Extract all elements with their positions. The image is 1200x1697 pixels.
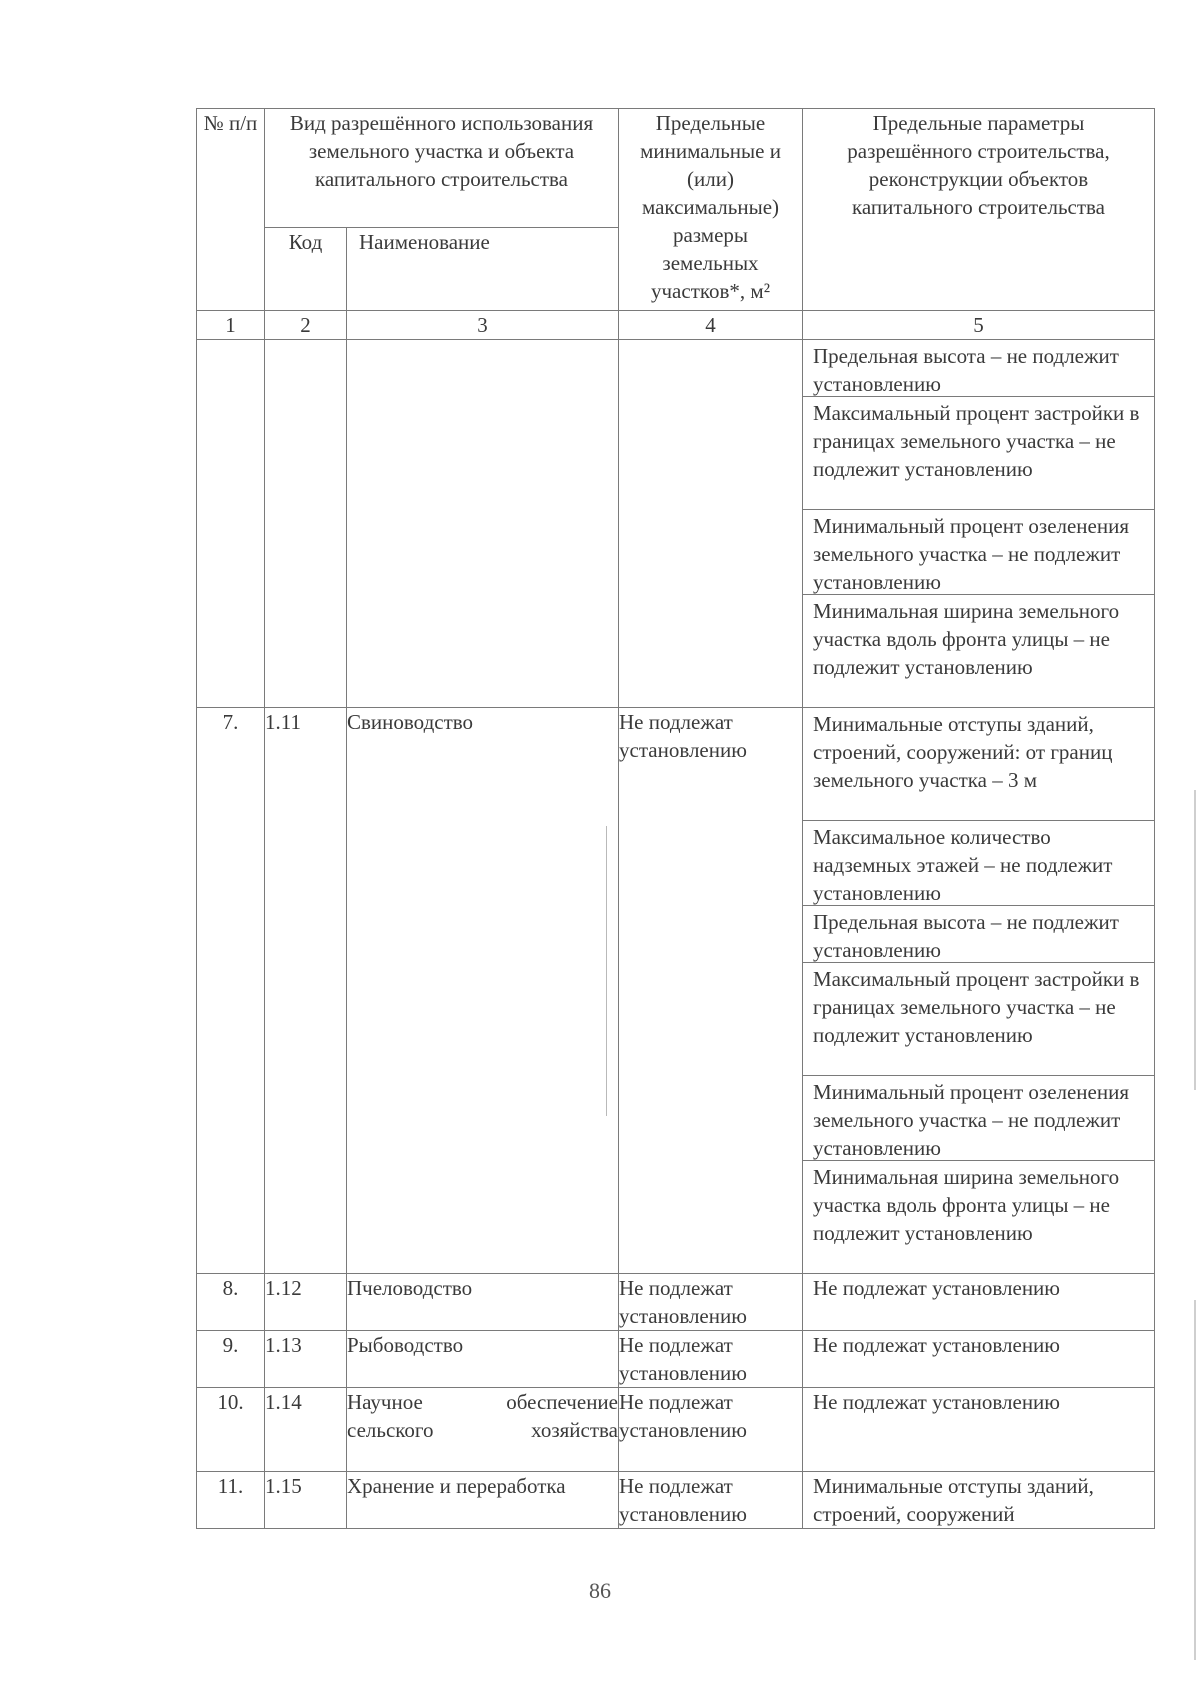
- row-sizes: Не подлежат установлению: [619, 1388, 803, 1472]
- row-num: 8.: [197, 1274, 265, 1331]
- column-number: 3: [347, 311, 619, 340]
- row-num: 11.: [197, 1472, 265, 1529]
- scan-edge-mark: [1194, 1300, 1196, 1660]
- column-number: 5: [803, 311, 1155, 340]
- param-item: Максимальное количество надземных этажей – не подлежит установлению: [803, 821, 1154, 906]
- param-item: Минимальный процент озеленения земельного участка – не подлежит установлению: [803, 1076, 1154, 1161]
- row-sizes: Не подлежат установлению: [619, 1331, 803, 1388]
- header-num: № п/п: [197, 109, 265, 311]
- row-name: Хранение и переработка: [347, 1472, 619, 1529]
- param-item: Минимальная ширина земельного участка вдоль фронта улицы – не подлежит установлению: [813, 599, 1120, 679]
- header-plot-sizes: Предельные минимальные и (или) максимальные) размеры земельных участков*, м²: [619, 109, 803, 311]
- row-num-cell: [197, 340, 265, 708]
- row-sizes: Не подлежат установлению: [619, 708, 803, 1274]
- table-row: [197, 1472, 1155, 1529]
- param-item: Максимальный процент застройки в границах земельного участка – не подлежит установлению: [803, 963, 1154, 1076]
- header-build-params: Предельные параметры разрешённого строительства, реконструкции объектов капитального строительства: [803, 109, 1155, 311]
- column-number: 2: [265, 311, 347, 340]
- row-name: Пчеловодство: [347, 1274, 619, 1331]
- column-number: 1: [197, 311, 265, 340]
- row-params-cell: [803, 340, 1155, 708]
- row-sizes-cell: [619, 340, 803, 708]
- row-code: 1.13: [265, 1331, 347, 1388]
- row-code: 1.12: [265, 1274, 347, 1331]
- param-item: Предельная высота – не подлежит установлению: [803, 906, 1154, 963]
- scan-edge-mark: [1194, 790, 1196, 1090]
- row-code: 1.14: [265, 1388, 347, 1472]
- header-name: Наименование: [347, 228, 619, 311]
- table-row: [197, 340, 1155, 708]
- land-use-table: [196, 108, 1155, 1529]
- row-name: Свиноводство: [347, 708, 619, 1274]
- row-params: Не подлежат установлению: [803, 1274, 1155, 1331]
- row-name-cell: [347, 340, 619, 708]
- table-row: [197, 1331, 1155, 1388]
- row-name: Рыбоводство: [347, 1331, 619, 1388]
- table-row: [197, 1274, 1155, 1331]
- row-sizes: Не подлежат установлению: [619, 1472, 803, 1529]
- row-params: Не подлежат установлению: [803, 1388, 1155, 1472]
- row-code: 1.11: [265, 708, 347, 1274]
- row-params: Не подлежат установлению: [803, 1331, 1155, 1388]
- row-name: Научное обеспечение сельского хозяйства: [347, 1388, 619, 1472]
- table-row: [197, 1388, 1155, 1472]
- scan-stray-line: [606, 826, 607, 1116]
- table-header-row: [197, 109, 1155, 228]
- param-item: Максимальный процент застройки в границах земельного участка – не подлежит установлению: [803, 397, 1154, 510]
- page-number: 86: [589, 1578, 611, 1603]
- row-code-cell: [265, 340, 347, 708]
- param-item: Предельная высота – не подлежит установлению: [803, 340, 1154, 397]
- row-num: 9.: [197, 1331, 265, 1388]
- row-code: 1.15: [265, 1472, 347, 1529]
- header-use-type: Вид разрешённого использования земельного участка и объекта капитального строительства: [265, 109, 619, 228]
- param-item: Минимальная ширина земельного участка вдоль фронта улицы – не подлежит установлению: [813, 1165, 1120, 1245]
- param-item: Минимальные отступы зданий, строений, сооружений: от границ земельного участка – 3 м: [803, 708, 1154, 821]
- column-number-row: [197, 311, 1155, 340]
- row-sizes: Не подлежат установлению: [619, 1274, 803, 1331]
- row-params-cell: [803, 708, 1155, 1274]
- row-num: 10.: [197, 1388, 265, 1472]
- param-item: Минимальный процент озеленения земельного участка – не подлежит установлению: [803, 510, 1154, 595]
- row-num: 7.: [197, 708, 265, 1274]
- column-number: 4: [619, 311, 803, 340]
- header-code: Код: [265, 228, 347, 311]
- table-row: [197, 708, 1155, 1274]
- row-params: Минимальные отступы зданий, строений, сооружений: [803, 1472, 1155, 1529]
